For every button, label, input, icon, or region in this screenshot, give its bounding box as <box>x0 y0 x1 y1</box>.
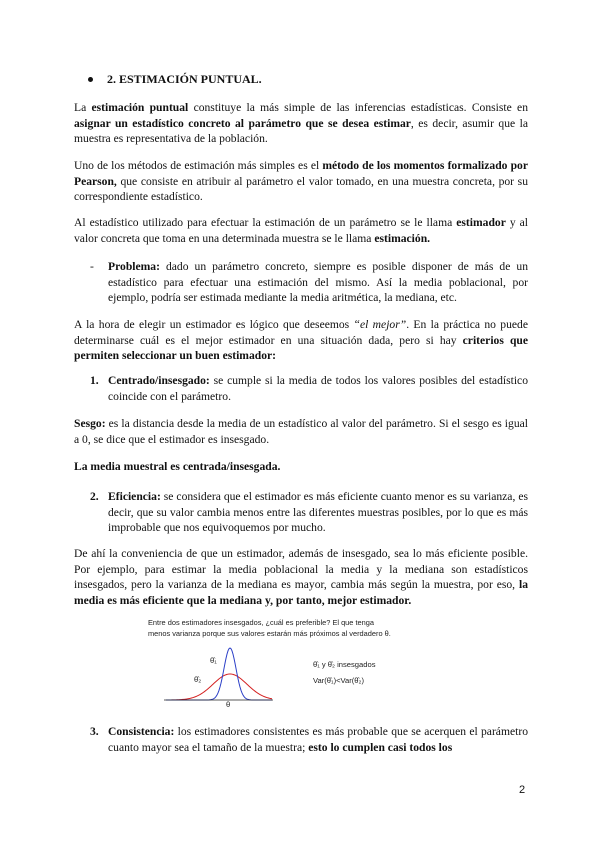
wide-distribution-curve <box>166 674 272 700</box>
estimator-figure <box>148 618 448 710</box>
list-number-3: 3. <box>90 725 99 738</box>
paragraph-conveniencia: De ahí la conveniencia de que un estimador, además de insesgado, sea lo más eficiente posible. Por ejemplo, para estimar la media poblacional la media y la mediana son estadísticos insesgados, pero la varianza de la mediana es mayor, cambia más según la muestra, por eso, la media es más eficiente que la mediana y, por tanto, mejor estimador. <box>74 547 528 607</box>
legend-varianza: Var(θ̂₁)<Var(θ̂₂) <box>313 676 365 685</box>
paragraph-media-muestral: La media muestral es centrada/insesgada. <box>74 460 281 473</box>
paragraph-sesgo: Sesgo: es la distancia desde la media de un estadístico al valor del parámetro. Si el sesgo es igual a 0, se dice que el estimador es insesgado. <box>74 417 528 446</box>
figure-caption-line-2: menos varianza porque sus valores estarán más próximos al verdadero θ. <box>148 629 391 638</box>
legend-insesgados: θ̂₁ y θ̂₂ insesgados <box>313 660 376 669</box>
paragraph-metodo-momentos: Uno de los métodos de estimación más simples es el método de los momentos formalizado por Pearson, que consiste en atribuir al parámetro el valor tomado, en una muestra concreta, por su correspondiente estadístico. <box>74 159 528 204</box>
section-heading: 2. ESTIMACIÓN PUNTUAL. <box>88 72 262 87</box>
list-number-2: 2. <box>90 490 99 503</box>
paragraph-estimacion-puntual: La estimación puntual constituye la más simple de las inferencias estadísticas. Consiste en asignar un estadístico concreto al parámetro que se desea estimar, es decir, asumir que la muestra es representativa de la población. <box>74 101 528 146</box>
paragraph-estimador: Al estadístico utilizado para efectuar la estimación de un parámetro se le llama estimador y al valor concreta que toma en una determinada muestra se le llama estimación. <box>74 216 529 245</box>
paragraph-el-mejor: A la hora de elegir un estimador es lógico que deseemos “el mejor”. En la práctica no puede determinarse cuál es el mejor estimador en una situación dada, pero si hay criterios que permiten seleccionar un buen estimador: <box>74 318 528 363</box>
list-number-1: 1. <box>90 374 99 387</box>
list-dash-marker: - <box>90 260 94 273</box>
theta2-label: θ̂₂ <box>194 675 202 684</box>
figure-caption-line-1: Entre dos estimadores insesgados, ¿cuál es preferible? El que tenga <box>148 618 374 627</box>
paragraph-centrado: Centrado/insesgado: se cumple si la media de todos los valores posibles del estadístico coincide con el parámetro. <box>108 374 528 403</box>
distribution-curves <box>148 642 448 710</box>
paragraph-consistencia: Consistencia: los estimadores consistentes es más probable que se acerquen el parámetro cuanto mayor sea el tamaño de la muestra; esto lo cumplen casi todos los <box>108 725 528 754</box>
paragraph-eficiencia: Eficiencia: se considera que el estimador es más eficiente cuanto menor es su varianza, es decir, que su valor cambia menos entre las diferentes muestras posibles, por lo que es más improbable que nos equivoquemos por mucho. <box>108 490 528 535</box>
paragraph-problema: Problema: dado un parámetro concreto, siempre es posible disponer de más de un estadístico para efectuar una estimación del mismo. Así la media poblacional, por ejemplo, podría ser estimada mediante la media aritmética, la mediana, etc. <box>108 260 528 305</box>
theta1-label: θ̂₁ <box>210 656 217 665</box>
bullet-icon <box>88 77 93 82</box>
theta-axis-label: θ <box>226 700 231 709</box>
page-number: 2 <box>519 784 526 796</box>
